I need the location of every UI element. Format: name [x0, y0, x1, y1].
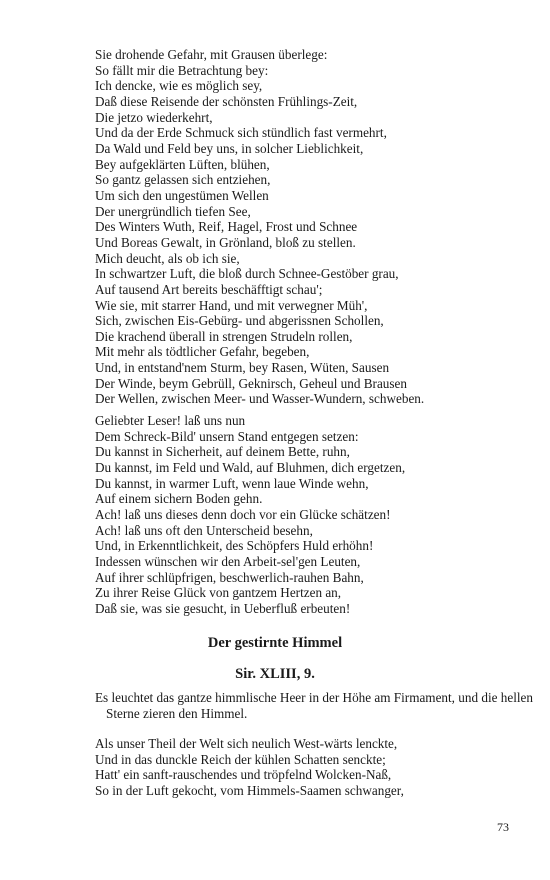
- poem-line: Auf ihrer schlüpfrigen, beschwerlich-rauhen Bahn,: [95, 569, 364, 585]
- poem-line: Und, in Erkenntlichkeit, des Schöpfers Huld erhöhn!: [95, 538, 374, 554]
- poem-line: Wie sie, mit starrer Hand, und mit verwegner Müh',: [95, 297, 368, 313]
- poem-line: Da Wald und Feld bey uns, in solcher Lieblichkeit,: [95, 140, 364, 156]
- poem-line: So fällt mir die Betrachtung bey:: [95, 62, 269, 78]
- poem-title: Der gestirnte Himmel: [207, 635, 343, 651]
- poem-line: Mich deucht, als ob ich sie,: [95, 250, 240, 266]
- stanza-2: [95, 413, 525, 617]
- poem-line: Zu ihrer Reise Glück von gantzem Hertzen an,: [95, 585, 342, 601]
- poem-line: Als unser Theil der Welt sich neulich West-wärts lenckte,: [95, 736, 398, 751]
- bible-verse: Es leuchtet das gantze himmlische Heer in der Höhe am Firmament, und die hellen Sterne zieren den Himmel.: [95, 690, 533, 721]
- poem-line: Und da der Erde Schmuck sich stündlich fast vermehrt,: [95, 125, 387, 141]
- poem-line: In schwartzer Luft, die bloß durch Schnee-Gestöber grau,: [95, 266, 399, 282]
- poem-line: Geliebter Leser! laß uns nun: [95, 413, 246, 428]
- poem-line: Sie drohende Gefahr, mit Grausen überlege:: [95, 47, 328, 62]
- poem-line: Daß sie, was sie gesucht, in Ueberfluß erbeuten!: [95, 600, 351, 616]
- poem-line: Hatt' ein sanft-rauschendes und tröpfelnd Wolcken-Naß,: [95, 767, 392, 783]
- poem-line: Der Wellen, zwischen Meer- und Wasser-Wundern, schweben.: [95, 391, 425, 407]
- poem-line: Auf einem sichern Boden gehn.: [95, 491, 263, 507]
- poem-line: Daß diese Reisende der schönsten Frühlings-Zeit,: [95, 93, 358, 109]
- poem-line: Und in das dunckle Reich der kühlen Schatten senckte;: [95, 751, 386, 767]
- poem-line: Und, in entstand'nem Sturm, bey Rasen, Wüten, Sausen: [95, 360, 390, 376]
- poem-line: Sich, zwischen Eis-Gebürg- und abgerissnen Schollen,: [95, 313, 384, 329]
- poem-line: Mit mehr als tödtlicher Gefahr, begeben,: [95, 344, 310, 360]
- poem-line: Ach! laß uns dieses denn doch vor ein Glücke schätzen!: [95, 506, 391, 522]
- poem-line: Und Boreas Gewalt, in Grönland, bloß zu stellen.: [95, 234, 356, 250]
- poem-line: Bey aufgeklärten Lüften, blühen,: [95, 156, 270, 172]
- poem-subtitle: Sir. XLIII, 9.: [235, 666, 315, 682]
- poem-line: Dem Schreck-Bild' unsern Stand entgegen setzen:: [95, 428, 359, 444]
- poem-line: Auf tausend Art bereits beschäfftigt schau';: [95, 281, 323, 297]
- poem-line: Des Winters Wuth, Reif, Hagel, Frost und Schnee: [95, 219, 358, 235]
- poem-line: Du kannst, im Feld und Wald, auf Bluhmen, dich ergetzen,: [95, 459, 406, 475]
- poem-line: Um sich den ungestümen Wellen: [95, 187, 269, 203]
- poem-line: Du kannst, in warmer Luft, wenn laue Winde wehn,: [95, 475, 369, 491]
- poem-line: Der Winde, beym Gebrüll, Geknirsch, Geheul und Brausen: [95, 375, 407, 391]
- poem-line: So in der Luft gekocht, vom Himmels-Saamen schwanger,: [95, 782, 404, 798]
- poem-line: Ach! laß uns oft den Unterscheid besehn,: [95, 522, 313, 538]
- poem-line: Du kannst in Sicherheit, auf deinem Bette, ruhn,: [95, 444, 350, 460]
- poem-line: Der unergründlich tiefen See,: [95, 203, 251, 219]
- poem-line: Die krachend überall in strengen Strudeln rollen,: [95, 328, 353, 344]
- stanza-3: [95, 736, 525, 799]
- poem-line: Ich dencke, wie es möglich sey,: [95, 78, 263, 94]
- page-number: 73: [497, 820, 509, 834]
- stanza-1: [95, 47, 525, 407]
- poem-line: Indessen wünschen wir den Arbeit-sel'gen Leuten,: [95, 553, 361, 569]
- poem-line: So gantz gelassen sich entziehen,: [95, 172, 271, 188]
- poem-line: Die jetzo wiederkehrt,: [95, 109, 213, 125]
